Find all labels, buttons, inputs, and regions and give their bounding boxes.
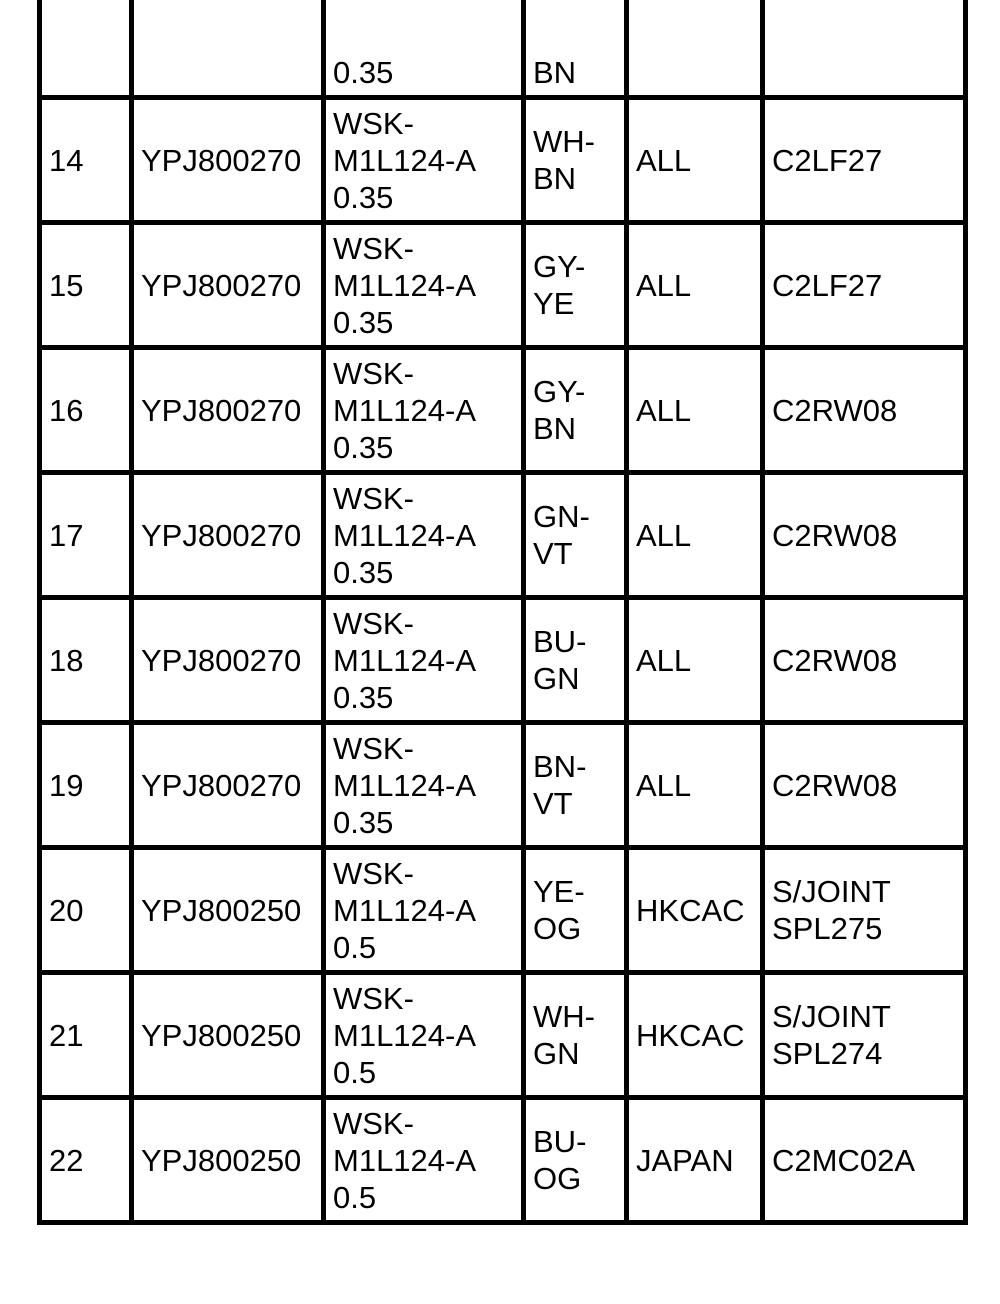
cell-part-number: YPJ800270 — [132, 473, 324, 598]
cell-location: S/JOINT SPL275 — [763, 848, 966, 973]
cell-wire-color: GY- YE — [524, 223, 627, 348]
cell-model: ALL — [627, 348, 763, 473]
wiring-table — [37, 0, 968, 1225]
cell-number: 18 — [40, 598, 132, 723]
cell-location: C2MC02A — [763, 1098, 966, 1223]
cell-part-number: YPJ800270 — [132, 598, 324, 723]
cell-wire-color: WH- GN — [524, 973, 627, 1098]
cell-wire-spec: WSK- M1L124-A 0.5 — [324, 1098, 524, 1223]
table-row — [40, 1098, 966, 1223]
cell-wire-spec: WSK- M1L124-A 0.35 — [324, 473, 524, 598]
table-row — [40, 348, 966, 473]
cell-model: JAPAN — [627, 1098, 763, 1223]
cell-wire-spec: WSK- M1L124-A 0.35 — [324, 723, 524, 848]
cell-wire-color: BU- GN — [524, 598, 627, 723]
cell-model — [627, 0, 763, 98]
cell-number: 19 — [40, 723, 132, 848]
cell-number: 22 — [40, 1098, 132, 1223]
cell-wire-color: GN- VT — [524, 473, 627, 598]
table-row — [40, 598, 966, 723]
cell-model: ALL — [627, 598, 763, 723]
cell-location: S/JOINT SPL274 — [763, 973, 966, 1098]
cell-part-number: YPJ800270 — [132, 723, 324, 848]
cell-part-number — [132, 0, 324, 98]
cell-model: ALL — [627, 473, 763, 598]
cell-wire-spec: WSK- M1L124-A 0.35 — [324, 598, 524, 723]
cell-model: HKCAC — [627, 973, 763, 1098]
cell-wire-color: BN — [524, 0, 627, 98]
wiring-table-page — [37, 0, 963, 1276]
cell-wire-spec: WSK- M1L124-A 0.35 — [324, 223, 524, 348]
cell-number: 14 — [40, 98, 132, 223]
cell-wire-color: BN- VT — [524, 723, 627, 848]
cell-wire-spec: WSK- M1L124-A 0.5 — [324, 848, 524, 973]
cell-model: ALL — [627, 98, 763, 223]
cell-wire-spec: WSK- M1L124-A 0.5 — [324, 973, 524, 1098]
cell-number: 17 — [40, 473, 132, 598]
cell-model: ALL — [627, 223, 763, 348]
cell-location: C2RW08 — [763, 723, 966, 848]
cell-number: 20 — [40, 848, 132, 973]
cell-part-number: YPJ800270 — [132, 348, 324, 473]
cell-location: C2RW08 — [763, 473, 966, 598]
cell-location: C2LF27 — [763, 223, 966, 348]
cell-location — [763, 0, 966, 98]
cell-wire-color: YE- OG — [524, 848, 627, 973]
cell-part-number: YPJ800250 — [132, 848, 324, 973]
table-row — [40, 723, 966, 848]
cell-number: 15 — [40, 223, 132, 348]
cell-number: 21 — [40, 973, 132, 1098]
cell-model: ALL — [627, 723, 763, 848]
table-row — [40, 98, 966, 223]
cell-part-number: YPJ800250 — [132, 1098, 324, 1223]
table-row — [40, 473, 966, 598]
cell-location: C2LF27 — [763, 98, 966, 223]
table-row-continued — [40, 0, 966, 98]
cell-part-number: YPJ800270 — [132, 98, 324, 223]
cell-wire-color: GY- BN — [524, 348, 627, 473]
cell-wire-spec: WSK- M1L124-A 0.35 — [324, 348, 524, 473]
cell-model: HKCAC — [627, 848, 763, 973]
cell-wire-color: WH- BN — [524, 98, 627, 223]
cell-wire-spec: 0.35 — [324, 0, 524, 98]
cell-part-number: YPJ800270 — [132, 223, 324, 348]
table-row — [40, 973, 966, 1098]
cell-location: C2RW08 — [763, 348, 966, 473]
table-row — [40, 223, 966, 348]
cell-number — [40, 0, 132, 98]
cell-part-number: YPJ800250 — [132, 973, 324, 1098]
cell-location: C2RW08 — [763, 598, 966, 723]
cell-wire-color: BU- OG — [524, 1098, 627, 1223]
table-row — [40, 848, 966, 973]
cell-number: 16 — [40, 348, 132, 473]
cell-wire-spec: WSK- M1L124-A 0.35 — [324, 98, 524, 223]
